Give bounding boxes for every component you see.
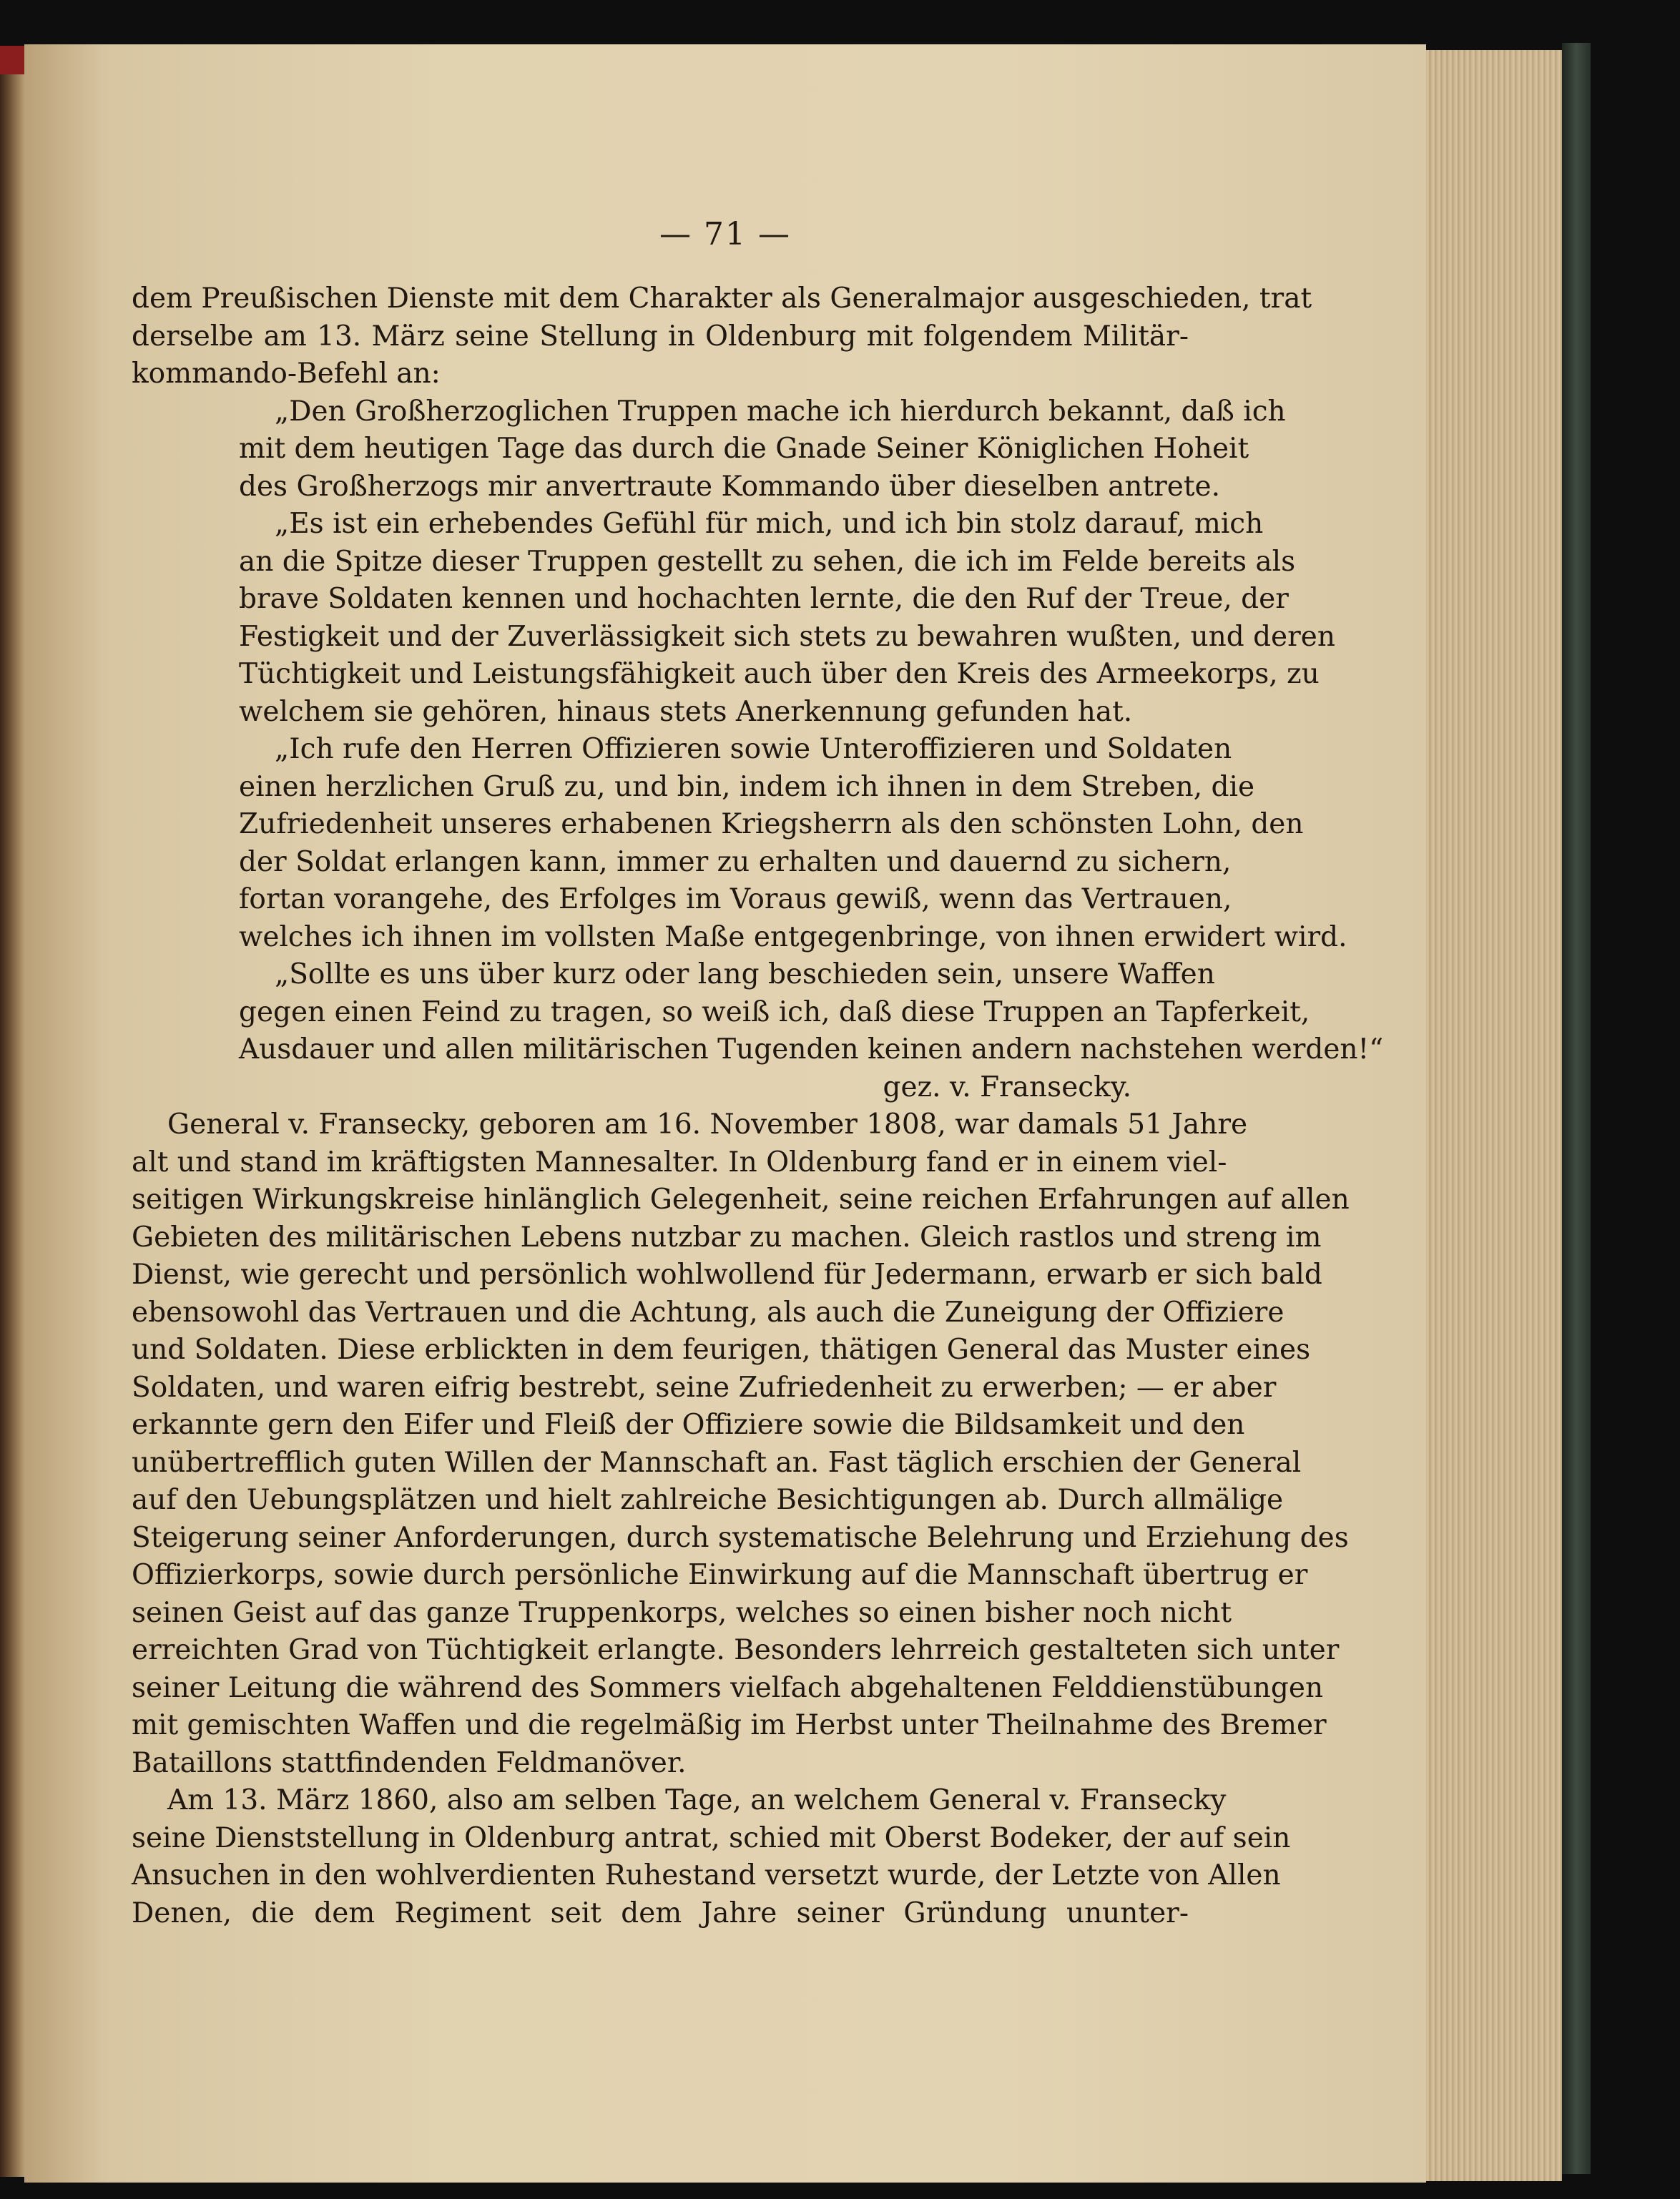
text-line: seine Dienststellung in Oldenburg antrat, schied mit Oberst Bodeker, der auf sein (132, 1821, 1291, 1854)
quote-line: Zufriedenheit unseres erhabenen Kriegsherrn als den schönsten Lohn, den (239, 808, 1304, 840)
quote-line: „Sollte es uns über kurz oder lang beschieden sein, unsere Waffen (275, 958, 1215, 990)
text-line: derselbe am 13. März seine Stellung in Oldenburg mit folgendem Militär- (132, 320, 1189, 353)
text-line: ebensowohl das Vertrauen und die Achtung, als auch die Zuneigung der Offiziere (132, 1296, 1284, 1329)
page-number: — 71 — (659, 216, 791, 252)
quote-line: „Ich rufe den Herren Offizieren sowie Unteroffizieren und Soldaten (275, 733, 1232, 765)
text-line: kommando-Befehl an: (132, 358, 441, 390)
quote-line: „Es ist ein erhebendes Gefühl für mich, und ich bin stolz darauf, mich (275, 508, 1264, 540)
bookmark-ribbon (0, 46, 24, 74)
text-line: erreichten Grad von Tüchtigkeit erlangte. Besonders lehrreich gestalteten sich unter (132, 1634, 1340, 1666)
text-line: alt und stand im kräftigsten Mannesalter. In Oldenburg fand er in einem viel- (132, 1146, 1227, 1179)
quote-line: „Den Großherzoglichen Truppen mache ich hierdurch bekannt, daß ich (275, 395, 1286, 428)
book-page (24, 44, 1426, 2183)
quote-line: an die Spitze dieser Truppen gestellt zu sehen, die ich im Felde bereits als (239, 545, 1296, 578)
quote-line: welchem sie gehören, hinaus stets Anerkennung gefunden hat. (239, 695, 1133, 728)
quote-line: Tüchtigkeit und Leistungsfähigkeit auch über den Kreis des Armeekorps, zu (239, 658, 1320, 690)
quote-line: des Großherzogs mir anvertraute Kommando über dieselben antrete. (239, 470, 1220, 503)
quote-line: einen herzlichen Gruß zu, und bin, indem ich ihnen in dem Streben, die (239, 770, 1255, 803)
quote-line: Festigkeit und der Zuverlässigkeit sich stets zu bewahren wußten, und deren (239, 620, 1335, 653)
text-line: Offizierkorps, sowie durch persönliche Einwirkung auf die Mannschaft übertrug er (132, 1559, 1308, 1591)
quote-line: fortan vorangehe, des Erfolges im Voraus gewiß, wenn das Vertrauen, (239, 883, 1232, 915)
text-line: General v. Fransecky, geboren am 16. November 1808, war damals 51 Jahre (167, 1108, 1248, 1141)
text-line: mit gemischten Waffen und die regelmäßig im Herbst unter Theilnahme des Bremer (132, 1709, 1327, 1741)
text-line: Gebieten des militärischen Lebens nutzbar zu machen. Gleich rastlos und streng im (132, 1221, 1322, 1254)
text-line: Ansuchen in den wohlverdienten Ruhestand versetzt wurde, der Letzte von Allen (132, 1859, 1281, 1891)
text-line: erkannte gern den Eifer und Fleiß der Offiziere sowie die Bildsamkeit und den (132, 1409, 1245, 1441)
quote-line: gegen einen Feind zu tragen, so weiß ich, daß diese Truppen an Tapferkeit, (239, 995, 1310, 1028)
signature-line: gez. v. Fransecky. (883, 1071, 1131, 1103)
quote-line: mit dem heutigen Tage das durch die Gnade Seiner Königlichen Hoheit (239, 433, 1249, 465)
quote-line: der Soldat erlangen kann, immer zu erhalten und dauernd zu sichern, (239, 845, 1232, 878)
page-stack-edge (1426, 50, 1562, 2181)
quote-line: Ausdauer und allen militärischen Tugenden keinen andern nachstehen werden!“ (239, 1033, 1384, 1066)
text-line: Soldaten, und waren eifrig bestrebt, seine Zufriedenheit zu erwerben; — er aber (132, 1371, 1277, 1404)
text-line: seinen Geist auf das ganze Truppenkorps, welches so einen bisher noch nicht (132, 1596, 1232, 1629)
text-line: Denen, die dem Regiment seit dem Jahre seiner Gründung ununter- (132, 1897, 1189, 1929)
text-line: unübertrefflich guten Willen der Mannschaft an. Fast täglich erschien der General (132, 1446, 1302, 1479)
text-line: Bataillons stattfindenden Feldmanöver. (132, 1746, 687, 1779)
text-line: seiner Leitung die während des Sommers vielfach abgehaltenen Felddienstübungen (132, 1671, 1324, 1704)
text-line: Dienst, wie gerecht und persönlich wohlwollend für Jedermann, erwarb er sich bald (132, 1259, 1322, 1291)
body-text (132, 280, 1384, 1932)
text-line: dem Preußischen Dienste mit dem Charakter als Generalmajor ausgeschieden, trat (132, 282, 1312, 315)
text-line: Steigerung seiner Anforderungen, durch systematische Belehrung und Erziehung des (132, 1521, 1349, 1554)
book-cover-edge (1562, 43, 1591, 2174)
text-line: Am 13. März 1860, also am selben Tage, an welchem General v. Fransecky (167, 1784, 1227, 1816)
text-line: und Soldaten. Diese erblickten in dem feurigen, thätigen General das Muster eines (132, 1334, 1311, 1366)
quote-line: brave Soldaten kennen und hochachten lernte, die den Ruf der Treue, der (239, 583, 1289, 615)
text-line: auf den Uebungsplätzen und hielt zahlreiche Besichtigungen ab. Durch allmälige (132, 1484, 1284, 1516)
text-line: seitigen Wirkungskreise hinlänglich Gelegenheit, seine reichen Erfahrungen auf allen (132, 1184, 1350, 1216)
quote-line: welches ich ihnen im vollsten Maße entgegenbringe, von ihnen erwidert wird. (239, 920, 1347, 953)
left-page-edge (0, 46, 24, 2177)
